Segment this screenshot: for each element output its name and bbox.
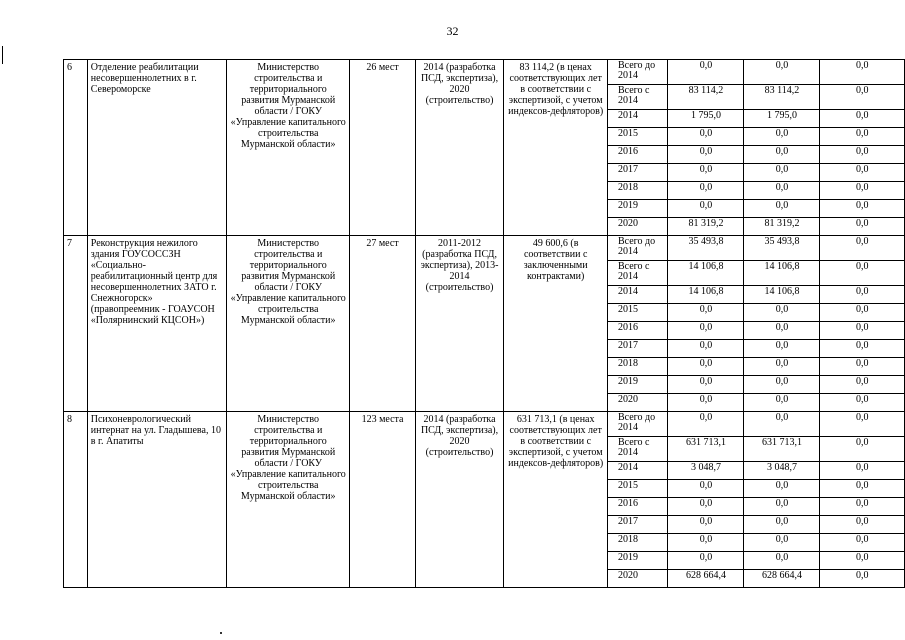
financing-total: 0,0: [668, 376, 744, 394]
financing-table: [608, 60, 904, 235]
financing-total: 631 713,1: [668, 437, 744, 462]
financing-other-sources: 0,0: [820, 394, 904, 412]
responsible-organization: Министерство строительства и территориального развития Мурманской области / ГОКУ «Управление капитального строительства Мурманской области»: [227, 412, 350, 588]
object-capacity: 26 мест: [350, 60, 415, 236]
financing-row: [608, 60, 904, 85]
financing-regional-budget: 0,0: [744, 164, 820, 182]
financing-period: 2018: [608, 534, 668, 552]
financing-total: 1 795,0: [668, 110, 744, 128]
financing-other-sources: 0,0: [820, 552, 904, 570]
financing-regional-budget: 0,0: [744, 60, 820, 85]
financing-other-sources: 0,0: [820, 480, 904, 498]
responsible-organization: Министерство строительства и территориального развития Мурманской области / ГОКУ «Управление капитального строительства Мурманской области»: [227, 60, 350, 236]
financing-other-sources: 0,0: [820, 60, 904, 85]
financing-regional-budget: 0,0: [744, 200, 820, 218]
implementation-years: 2014 (разработка ПСД, экспертиза), 2020 (строительство): [415, 412, 504, 588]
financing-total: 0,0: [668, 412, 744, 437]
financing-regional-budget: 0,0: [744, 358, 820, 376]
financing-period: Всего до 2014: [608, 412, 668, 437]
financing-other-sources: 0,0: [820, 200, 904, 218]
financing-breakdown: [607, 236, 904, 412]
financing-row: [608, 164, 904, 182]
financing-regional-budget: 0,0: [744, 322, 820, 340]
financing-regional-budget: 0,0: [744, 128, 820, 146]
financing-other-sources: 0,0: [820, 570, 904, 588]
scan-speck: [220, 632, 222, 634]
financing-other-sources: 0,0: [820, 534, 904, 552]
financing-period: 2019: [608, 552, 668, 570]
financing-other-sources: 0,0: [820, 261, 904, 286]
financing-regional-budget: 3 048,7: [744, 462, 820, 480]
object-capacity: 27 мест: [350, 236, 415, 412]
financing-other-sources: 0,0: [820, 182, 904, 200]
financing-row: [608, 236, 904, 261]
financing-other-sources: 0,0: [820, 110, 904, 128]
object-capacity: 123 места: [350, 412, 415, 588]
financing-regional-budget: 0,0: [744, 394, 820, 412]
financing-regional-budget: 35 493,8: [744, 236, 820, 261]
financing-total: 14 106,8: [668, 261, 744, 286]
financing-breakdown: [607, 412, 904, 588]
financing-other-sources: 0,0: [820, 164, 904, 182]
financing-row: [608, 358, 904, 376]
financing-total: 0,0: [668, 200, 744, 218]
financing-row: [608, 218, 904, 236]
financing-period: 2014: [608, 462, 668, 480]
financing-period: 2017: [608, 164, 668, 182]
financing-row: [608, 182, 904, 200]
financing-regional-budget: 0,0: [744, 534, 820, 552]
financing-row: [608, 200, 904, 218]
financing-regional-budget: 1 795,0: [744, 110, 820, 128]
financing-row: [608, 110, 904, 128]
financing-total: 0,0: [668, 498, 744, 516]
financing-other-sources: 0,0: [820, 340, 904, 358]
financing-period: Всего с 2014: [608, 261, 668, 286]
financing-period: 2018: [608, 182, 668, 200]
financing-period: Всего до 2014: [608, 60, 668, 85]
financing-row: [608, 286, 904, 304]
margin-mark: [2, 46, 3, 64]
construction-objects-table: [63, 59, 905, 588]
object-name: Психоневрологический интернат на ул. Гладышева, 10 в г. Апатиты: [87, 412, 226, 588]
financing-other-sources: 0,0: [820, 516, 904, 534]
financing-regional-budget: 0,0: [744, 480, 820, 498]
financing-row: [608, 534, 904, 552]
financing-period: 2020: [617, 394, 638, 405]
financing-row: [608, 437, 904, 462]
financing-table: [608, 236, 904, 411]
financing-regional-budget: 0,0: [744, 340, 820, 358]
estimated-cost: 49 600,6 (в соответствии с заключенными контрактами): [504, 236, 608, 412]
financing-total: 0,0: [668, 322, 744, 340]
financing-period: Всего с 2014: [608, 437, 668, 462]
financing-other-sources: 0,0: [820, 376, 904, 394]
financing-total: 35 493,8: [668, 236, 744, 261]
financing-other-sources: 0,0: [820, 304, 904, 322]
financing-table: [608, 412, 904, 587]
financing-total: 81 319,2: [668, 218, 744, 236]
financing-total: 0,0: [668, 128, 744, 146]
financing-other-sources: 0,0: [820, 437, 904, 462]
financing-period: 2015: [608, 480, 668, 498]
financing-total: 0,0: [668, 304, 744, 322]
row-number: 8: [64, 412, 88, 588]
object-name: Отделение реабилитации несовершеннолетних в г. Североморске: [87, 60, 226, 236]
financing-row: [608, 480, 904, 498]
financing-regional-budget: 14 106,8: [744, 286, 820, 304]
financing-row: [608, 552, 904, 570]
row-number: 7: [64, 236, 88, 412]
financing-breakdown: [607, 60, 904, 236]
financing-row: [608, 498, 904, 516]
table-row: [64, 60, 905, 236]
financing-period: 2016: [608, 498, 668, 516]
financing-other-sources: 0,0: [820, 85, 904, 110]
financing-period: 2019: [608, 376, 668, 394]
financing-total: 14 106,8: [668, 286, 744, 304]
financing-total: 83 114,2: [668, 85, 744, 110]
implementation-years: 2011-2012 (разработка ПСД, экспертиза), 2013-2014 (строительство): [415, 236, 504, 412]
financing-period: 2015: [608, 304, 668, 322]
financing-period: 2014: [608, 110, 668, 128]
financing-other-sources: 0,0: [820, 358, 904, 376]
financing-row: [608, 261, 904, 286]
financing-row: [608, 322, 904, 340]
financing-total: 0,0: [668, 394, 744, 412]
financing-other-sources: 0,0: [820, 218, 904, 236]
financing-row: [608, 394, 904, 412]
financing-total: 0,0: [668, 340, 744, 358]
financing-period: 2018: [608, 358, 668, 376]
financing-other-sources: 0,0: [820, 146, 904, 164]
financing-period: 2020: [617, 218, 638, 229]
financing-regional-budget: 83 114,2: [744, 85, 820, 110]
financing-other-sources: 0,0: [820, 236, 904, 261]
financing-other-sources: 0,0: [820, 462, 904, 480]
financing-row: [608, 85, 904, 110]
object-name: Реконструкция нежилого здания ГОУСОССЗН «Социально-реабилитационный центр для несовершеннолетних ЗАТО г. Снежногорск» (правопреемник - ГОАУСОН «Полярнинский КЦСОН»): [87, 236, 226, 412]
financing-total: 0,0: [668, 552, 744, 570]
financing-total: 0,0: [668, 146, 744, 164]
financing-row: [608, 146, 904, 164]
financing-row: [608, 128, 904, 146]
financing-regional-budget: 0,0: [744, 376, 820, 394]
financing-other-sources: 0,0: [820, 286, 904, 304]
financing-total: 0,0: [668, 358, 744, 376]
table-row: [64, 412, 905, 588]
financing-row: [608, 304, 904, 322]
responsible-organization: Министерство строительства и территориального развития Мурманской области / ГОКУ «Управление капитального строительства Мурманской области»: [227, 236, 350, 412]
financing-row: [608, 462, 904, 480]
financing-regional-budget: 0,0: [744, 304, 820, 322]
financing-regional-budget: 0,0: [744, 182, 820, 200]
financing-total: 628 664,4: [668, 570, 744, 588]
financing-other-sources: 0,0: [820, 128, 904, 146]
financing-total: 0,0: [668, 164, 744, 182]
financing-period: 2020: [617, 570, 638, 581]
financing-row: [608, 376, 904, 394]
financing-total: 0,0: [668, 516, 744, 534]
financing-period: Всего до 2014: [608, 236, 668, 261]
financing-period: 2019: [608, 200, 668, 218]
financing-regional-budget: 0,0: [744, 146, 820, 164]
financing-regional-budget: 14 106,8: [744, 261, 820, 286]
financing-regional-budget: 0,0: [744, 498, 820, 516]
financing-period: 2017: [608, 340, 668, 358]
financing-regional-budget: 0,0: [744, 412, 820, 437]
financing-total: 0,0: [668, 480, 744, 498]
table-body: [64, 60, 905, 588]
financing-period: 2015: [608, 128, 668, 146]
financing-row: [608, 412, 904, 437]
financing-period: Всего с 2014: [608, 85, 668, 110]
financing-row: [608, 340, 904, 358]
financing-total: 0,0: [668, 182, 744, 200]
financing-regional-budget: 0,0: [744, 516, 820, 534]
financing-period: 2016: [608, 322, 668, 340]
financing-other-sources: 0,0: [820, 412, 904, 437]
financing-total: 0,0: [668, 534, 744, 552]
financing-regional-budget: 631 713,1: [744, 437, 820, 462]
financing-regional-budget: 0,0: [744, 552, 820, 570]
financing-period: 2017: [608, 516, 668, 534]
implementation-years: 2014 (разработка ПСД, экспертиза), 2020 (строительство): [415, 60, 504, 236]
row-number: 6: [64, 60, 88, 236]
financing-row: [608, 570, 904, 588]
financing-other-sources: 0,0: [820, 322, 904, 340]
estimated-cost: 83 114,2 (в ценах соответствующих лет в соответствии с экспертизой, с учетом индексов-дефляторов): [504, 60, 608, 236]
financing-period: 2014: [608, 286, 668, 304]
page-number: 32: [446, 24, 459, 38]
financing-regional-budget: 81 319,2: [744, 218, 820, 236]
financing-period: 2016: [608, 146, 668, 164]
financing-regional-budget: 628 664,4: [744, 570, 820, 588]
financing-other-sources: 0,0: [820, 498, 904, 516]
financing-row: [608, 516, 904, 534]
financing-total: 0,0: [668, 60, 744, 85]
estimated-cost: 631 713,1 (в ценах соответствующих лет в соответствии с экспертизой, с учетом индексов-дефляторов): [504, 412, 608, 588]
financing-total: 3 048,7: [668, 462, 744, 480]
table-row: [64, 236, 905, 412]
